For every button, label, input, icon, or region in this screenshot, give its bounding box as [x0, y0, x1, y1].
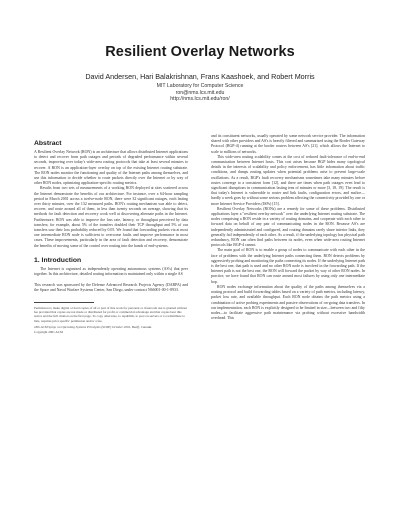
body-paragraph: The main goal of RON is to enable a group of nodes to communicate with each other in the face of problems with the underlying Internet paths connecting them. RON detects problems by aggressively probing and monitoring the paths connecting its nodes. If the underlying Internet path is the best one, that path is used and no other RON node is involved in the forwarding path. If the Internet path is not the best one, the RON will forward the packet by way of other RON nodes. In practice, we have found that RON can route around most failures by using only one intermediate hop.	[211, 248, 365, 284]
sponsor-note: This research was sponsored by the Defense Advanced Research Projects Agency (DARPA) and the Space and Naval Warfare Systems Center, San Diego, under contract N66001-00-1-8933.	[34, 283, 188, 293]
footnote-divider	[34, 302, 94, 303]
abstract-paragraph: Results from two sets of measurements of a working RON deployed at sites scattered across the Internet demonstrate the benefits of our architecture. For instance, over a 64-hour sampling period in March 2001 across a twelve-node RON, there were 32 significant outages, each lasting over thirty minutes, over the 132 measured paths. RON's routing mechanism was able to detect, recover, and route around all of them, in less than twenty seconds on average, showing that its methods for fault detection and recovery work well at discovering alternate paths in the Internet. Furthermore, RON was able to improve the loss rate, latency, or throughput perceived by data transfers; for example, about 5% of the transfers doubled their TCP throughput and 5% of our transfers saw their loss probability reduced by 0.05. We found that forwarding packets via at most one intermediate RON node is sufficient to overcome faults and improve performance in most cases. These improvements, particularly in the area of fault detection and recovery, demonstrate the benefits of moving some of the control over routing into the hands of end-systems.	[34, 186, 188, 248]
body-paragraph: Resilient Overlay Networks (RONs) are a remedy for some of these problems. Distributed applications layer a "resilient overlay network" over the underlying Internet routing substrate. The nodes comprising a RON reside in a variety of routing domains, and cooperate with each other to forward data on behalf of any pair of communicating nodes in the RON. Because AS's are independently administrated and configured, and routing domains rarely share interior links, they generally fail independently of each other. As a result, if the underlying topology has physical path redundancy, RON can often find paths between its nodes, even when wide-area routing Internet protocols like BGP-4 cannot.	[211, 206, 365, 248]
paper-title: Resilient Overlay Networks	[105, 44, 295, 60]
body-paragraph: RON nodes exchange information about the quality of the paths among themselves via a routing protocol and build forwarding tables based on a variety of path metrics, including latency, packet loss rate, and available throughput. Each RON node obtains the path metrics using a combination of active probing experiments and passive observations of on-going data transfers. In our implementation, each RON is explicitly designed to be limited in size—between two and fifty nodes—to facilitate aggressive path maintenance via probing without excessive bandwidth overhead. This	[211, 284, 365, 321]
introduction-heading: 1. Introduction	[34, 256, 82, 264]
body-paragraph: and its constituent networks, usually operated by some network service provider. The information shared with other providers and AS's is heavily filtered and summarized using the Border Gateway Protocol (BGP-4) running at the border routers between AS's [21], which allows the Internet to scale to millions of networks.	[211, 134, 365, 154]
left-column	[34, 140, 188, 334]
introduction-paragraph: The Internet is organized as independently operating autonomous systems (AS's) that peer together. In this architecture, detailed routing information is maintained only within a single AS	[34, 266, 188, 277]
affiliation-block	[0, 83, 400, 103]
copyright-note: Copyright 2001 ACM	[34, 329, 63, 334]
affiliation-email[interactable]: ron@nms.lcs.mit.edu	[175, 89, 225, 96]
venue-note: 18th ACM Symp. on Operating Systems Principles (SOSP) October 2001, Banff, Canada.	[34, 325, 152, 330]
body-paragraph: This wide-area routing scalability comes at the cost of reduced fault-tolerance of end-to-end communication between Internet hosts. This cost arises because BGP hides many topological details in the interests of scalability and policy enforcement, has little information about traffic conditions, and damps routing updates when potential problems arise to prevent large-scale oscillations. As a result, BGP's fault recovery mechanisms sometimes take many minutes before routes converge to a consistent form [12], and there are times when path outages even lead to significant disruptions in communication lasting tens of minutes or more [3, 18, 19]. The result is that today's Internet is vulnerable to router and link faults, configuration errors, and malice—hardly a week goes by without some serious problem affecting the connectivity provided by one or more Internet Service Providers (ISPs) [15].	[211, 154, 365, 206]
abstract-heading: Abstract	[34, 140, 62, 147]
affiliation-lab: MIT Laboratory for Computer Science	[156, 83, 244, 89]
abstract-paragraph: A Resilient Overlay Network (RON) is an architecture that allows distributed Internet applications to detect and recover from path outages and periods of degraded performance within several seconds, improving over today's wide-area routing protocols that take at least several minutes to recover. A RON is an application-layer overlay on top of the existing Internet routing substrate. The RON nodes monitor the functioning and quality of the Internet paths among themselves, and use this information to decide whether to route packets directly over the Internet or by way of other RON nodes, optimizing application-specific routing metrics.	[34, 150, 188, 186]
permission-notice: Permission to make digital or hard copies of all or part of this work for personal or classroom use is granted without fee provided that copies are not made or distributed for profit or commercial advantage and that copies bear this notice and the full citation on the first page. To copy otherwise, to republish, to post on servers or to redistribute to lists, requires prior specific permission and/or a fee.	[34, 305, 187, 323]
right-column	[211, 134, 365, 321]
paper-authors: David Andersen, Hari Balakrishnan, Frans Kaashoek, and Robert Morris	[85, 72, 315, 81]
affiliation-url[interactable]: http://nms.lcs.mit.edu/ron/	[170, 96, 230, 103]
